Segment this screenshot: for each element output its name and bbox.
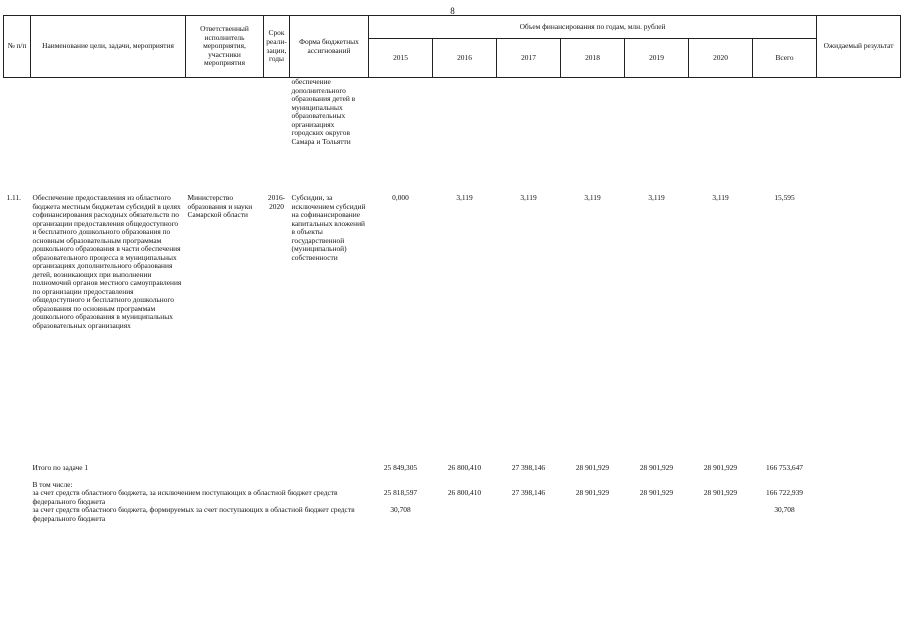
value-cell: 27 398,146: [511, 488, 546, 498]
value-cell: 3,119: [456, 193, 473, 202]
header-term: Срок реали-зации, годы: [264, 16, 290, 78]
value-cell: 28 901,929: [703, 488, 738, 498]
value-cell: [497, 506, 561, 523]
regional-label: за счет средств областного бюджета, за исключением поступающих в областной бюджет средств федерального бюджета: [32, 488, 338, 506]
header-result: Ожидаемый результат: [817, 16, 901, 78]
table-row: [4, 194, 901, 464]
federal-label: за счет средств областного бюджета, формируемых за счет поступающих в областной бюджет средств федерального бюджета: [32, 505, 355, 523]
value-cell: [689, 506, 753, 523]
value-cell: [561, 506, 625, 523]
value-cell: 26 800,410: [447, 488, 482, 498]
header-year: 2017: [497, 39, 561, 78]
header-total: Всего: [753, 39, 817, 78]
value-cell: [433, 506, 497, 523]
table-row: [4, 506, 901, 523]
value-cell-total: 15,595: [774, 193, 795, 202]
including-label: В том числе:: [32, 479, 73, 489]
row-number: 1.11.: [6, 193, 22, 202]
value-cell: 28 901,929: [639, 488, 674, 498]
value-cell-total: 166 753,647: [766, 463, 803, 472]
value-cell: 3,119: [712, 193, 729, 202]
header-year: 2015: [369, 39, 433, 78]
budget-table: [3, 15, 901, 523]
value-cell: 3,119: [520, 193, 537, 202]
continuation-text: обеспечение дополнительного образования детей в муниципальных образовательных организациях городских округов Самара и Тольятти: [291, 77, 356, 146]
value-cell: 3,119: [584, 193, 601, 202]
value-cell: 30,708: [390, 505, 411, 515]
header-responsible: Ответственный исполнитель мероприятия, участники мероприятия: [186, 16, 264, 78]
responsible-executor: Министерство образования и науки Самарской области: [187, 193, 253, 220]
value-cell: 3,119: [648, 193, 665, 202]
value-cell-total: 166 722,939: [766, 488, 803, 498]
value-cell: 25 849,305: [383, 463, 418, 472]
header-year: 2018: [561, 39, 625, 78]
value-cell: 28 901,929: [703, 463, 738, 472]
value-cell: 28 901,929: [575, 488, 610, 498]
value-cell: 0,000: [392, 193, 409, 202]
value-cell: 28 901,929: [639, 463, 674, 472]
header-no: № п/п: [4, 16, 31, 78]
value-cell: 28 901,929: [575, 463, 610, 472]
term: 2016-2020: [267, 193, 286, 211]
value-cell-total: 30,708: [774, 505, 795, 515]
header-name: Наименование цели, задачи, мероприятия: [31, 16, 186, 78]
header-year: 2016: [433, 39, 497, 78]
header-funding: Объем финансирования по годам, млн. рублей: [369, 16, 817, 39]
value-cell: 27 398,146: [511, 463, 546, 472]
budget-form: Субсидии, за исключением субсидий на софинансирование капитальных вложений в объекты государственной (муниципальной) собственности: [291, 193, 366, 262]
page-number: 8: [450, 6, 455, 16]
table-row: [4, 78, 901, 195]
total-label: Итого по задаче 1: [32, 463, 89, 472]
table-row: [4, 464, 901, 473]
activity-name: Обеспечение предоставления из областного бюджета местным бюджетам субсидий в целях софинансирования расходных обязательств по организации предоставления общедоступного и бесплатного дошкольного образования по основным образовательным программам дошкольного образования в части обеспечения образовательного процесса в муниципальных организациях дополнительного образования детей, возникающих при выполнении полномочий органов местного самоуправления по организации предоставления общедоступного и бесплатного дошкольного образования по основным программам дошкольного образования в муниципальных образовательных организациях: [32, 193, 182, 330]
header-year: 2020: [689, 39, 753, 78]
value-cell: 26 800,410: [447, 463, 482, 472]
header-form: Форма бюджетных ассигнований: [290, 16, 369, 78]
value-cell: 25 818,597: [383, 488, 418, 498]
value-cell: [625, 506, 689, 523]
header-year: 2019: [625, 39, 689, 78]
table-row: [4, 489, 901, 506]
